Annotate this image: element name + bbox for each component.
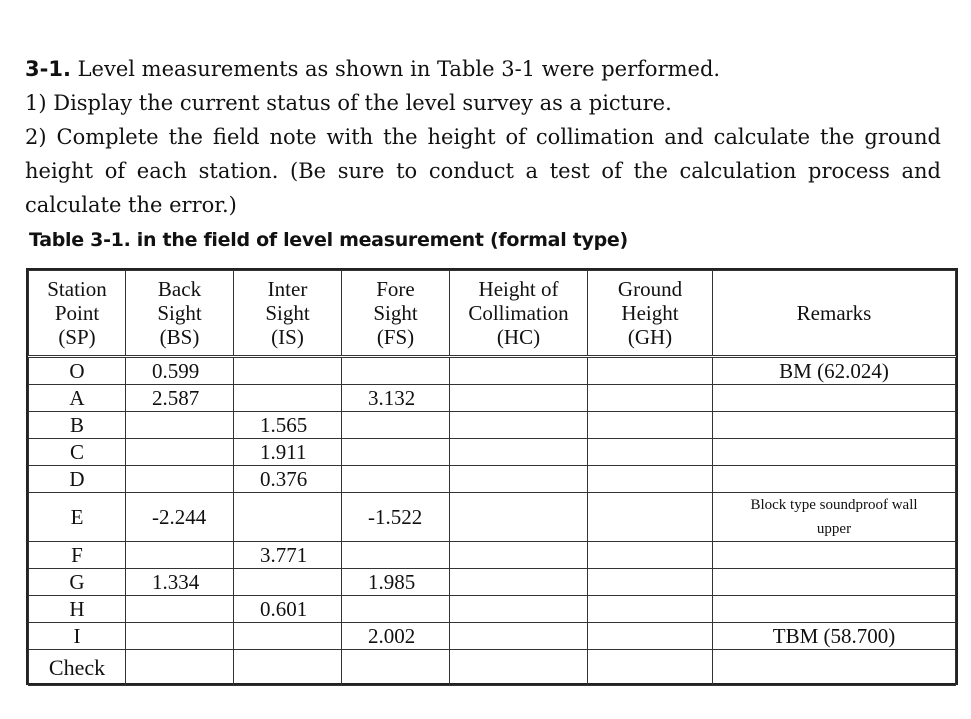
field-note-grid — [28, 270, 956, 686]
header-line: Remarks — [796, 301, 872, 325]
table-row — [29, 493, 956, 542]
header-line: Sight — [373, 301, 418, 325]
cell-station-point: F — [29, 542, 126, 569]
problem-number: 3-1. — [25, 57, 71, 81]
header-height-of-collimation — [450, 271, 588, 357]
cell-height-of-collimation — [450, 439, 588, 466]
cell-inter-sight: 3.771 — [234, 542, 342, 569]
cell-remarks: TBM (58.700) — [713, 623, 956, 650]
cell-ground-height — [588, 596, 713, 623]
cell-remarks — [713, 412, 956, 439]
cell-fore-sight — [342, 412, 450, 439]
cell-remarks — [713, 466, 956, 493]
cell-back-sight — [126, 596, 234, 623]
cell-station-point: I — [29, 623, 126, 650]
table-row — [29, 569, 956, 596]
problem-intro-text: Level measurements as shown in Table 3-1 were performed. — [70, 57, 721, 81]
table-row — [29, 596, 956, 623]
check-row — [29, 650, 956, 686]
cell-station-point: A — [29, 385, 126, 412]
table-row — [29, 542, 956, 569]
problem-statement — [25, 52, 941, 222]
cell-height-of-collimation — [450, 357, 588, 385]
cell-station-point: D — [29, 466, 126, 493]
cell-height-of-collimation — [450, 412, 588, 439]
cell-back-sight: -2.244 — [126, 493, 234, 542]
cell-ground-height — [588, 493, 713, 542]
cell-inter-sight: 0.376 — [234, 466, 342, 493]
problem-step-1: 1) Display the current status of the level survey as a picture. — [25, 91, 672, 115]
cell-back-sight: 0.599 — [126, 357, 234, 385]
table-body — [29, 357, 956, 686]
cell-fore-sight: 2.002 — [342, 623, 450, 650]
cell-station-point: C — [29, 439, 126, 466]
check-cell — [713, 650, 956, 686]
header-line: Station — [47, 277, 107, 301]
header-line: (SP) — [58, 325, 96, 349]
header-line: Collimation — [468, 301, 569, 325]
header-line: Height — [621, 301, 679, 325]
cell-remarks — [713, 385, 956, 412]
cell-station-point: B — [29, 412, 126, 439]
cell-inter-sight — [234, 357, 342, 385]
header-line: Back — [157, 277, 202, 301]
cell-ground-height — [588, 439, 713, 466]
cell-remarks — [713, 596, 956, 623]
table-caption: Table 3-1. in the field of level measurement (formal type) — [29, 229, 628, 251]
cell-station-point: G — [29, 569, 126, 596]
cell-ground-height — [588, 542, 713, 569]
cell-inter-sight: 1.911 — [234, 439, 342, 466]
cell-remarks — [713, 493, 956, 542]
cell-fore-sight: 3.132 — [342, 385, 450, 412]
cell-fore-sight — [342, 357, 450, 385]
cell-height-of-collimation — [450, 596, 588, 623]
cell-station-point: O — [29, 357, 126, 385]
cell-ground-height — [588, 623, 713, 650]
header-line: Sight — [265, 301, 310, 325]
check-cell — [126, 650, 234, 686]
header-line: (HC) — [496, 325, 541, 349]
cell-ground-height — [588, 569, 713, 596]
cell-fore-sight — [342, 542, 450, 569]
cell-back-sight: 2.587 — [126, 385, 234, 412]
table-row — [29, 439, 956, 466]
table-row — [29, 385, 956, 412]
cell-height-of-collimation — [450, 493, 588, 542]
cell-fore-sight: 1.985 — [342, 569, 450, 596]
table-row — [29, 412, 956, 439]
cell-back-sight — [126, 466, 234, 493]
header-row — [29, 271, 956, 357]
cell-remarks: BM (62.024) — [713, 357, 956, 385]
cell-inter-sight: 0.601 — [234, 596, 342, 623]
header-line: Height of — [478, 277, 559, 301]
remark-line: Block type soundproof wall — [750, 497, 918, 513]
cell-ground-height — [588, 466, 713, 493]
cell-remarks — [713, 542, 956, 569]
table-row — [29, 466, 956, 493]
header-line: (IS) — [271, 325, 304, 349]
check-cell — [450, 650, 588, 686]
cell-back-sight — [126, 623, 234, 650]
cell-height-of-collimation — [450, 385, 588, 412]
header-line: Fore — [376, 277, 415, 301]
check-cell — [588, 650, 713, 686]
header-ground-height — [588, 271, 713, 357]
cell-back-sight — [126, 542, 234, 569]
header-line: Inter — [267, 277, 308, 301]
cell-inter-sight: 1.565 — [234, 412, 342, 439]
cell-ground-height — [588, 357, 713, 385]
header-station-point — [29, 271, 126, 357]
cell-remarks — [713, 439, 956, 466]
cell-back-sight — [126, 412, 234, 439]
cell-height-of-collimation — [450, 623, 588, 650]
cell-height-of-collimation — [450, 466, 588, 493]
header-fore-sight — [342, 271, 450, 357]
cell-back-sight — [126, 439, 234, 466]
cell-ground-height — [588, 385, 713, 412]
check-cell — [342, 650, 450, 686]
header-line: Ground — [617, 277, 683, 301]
cell-inter-sight — [234, 493, 342, 542]
table-row — [29, 357, 956, 385]
header-remarks — [713, 271, 956, 357]
header-line: Point — [54, 301, 100, 325]
cell-inter-sight — [234, 623, 342, 650]
problem-step-2: 2) Complete the field note with the height of collimation and calculate the ground height of each station. (Be sure to conduct a test of the calculation process and calculate the error.) — [25, 125, 941, 217]
cell-station-point: H — [29, 596, 126, 623]
cell-inter-sight — [234, 385, 342, 412]
cell-station-point: E — [29, 493, 126, 542]
header-line: (GH) — [627, 325, 673, 349]
header-line: (BS) — [159, 325, 200, 349]
cell-ground-height — [588, 412, 713, 439]
check-label: Check — [29, 650, 126, 686]
cell-fore-sight: -1.522 — [342, 493, 450, 542]
cell-fore-sight — [342, 596, 450, 623]
remark-line: upper — [816, 521, 852, 537]
header-line: (FS) — [376, 325, 415, 349]
cell-fore-sight — [342, 439, 450, 466]
table-row — [29, 623, 956, 650]
header-inter-sight — [234, 271, 342, 357]
cell-back-sight: 1.334 — [126, 569, 234, 596]
problem-intro — [25, 52, 941, 86]
cell-height-of-collimation — [450, 569, 588, 596]
cell-height-of-collimation — [450, 542, 588, 569]
cell-fore-sight — [342, 466, 450, 493]
check-cell — [234, 650, 342, 686]
level-field-note-table — [26, 268, 958, 685]
header-back-sight — [126, 271, 234, 357]
cell-remarks — [713, 569, 956, 596]
header-line: Sight — [157, 301, 202, 325]
cell-inter-sight — [234, 569, 342, 596]
